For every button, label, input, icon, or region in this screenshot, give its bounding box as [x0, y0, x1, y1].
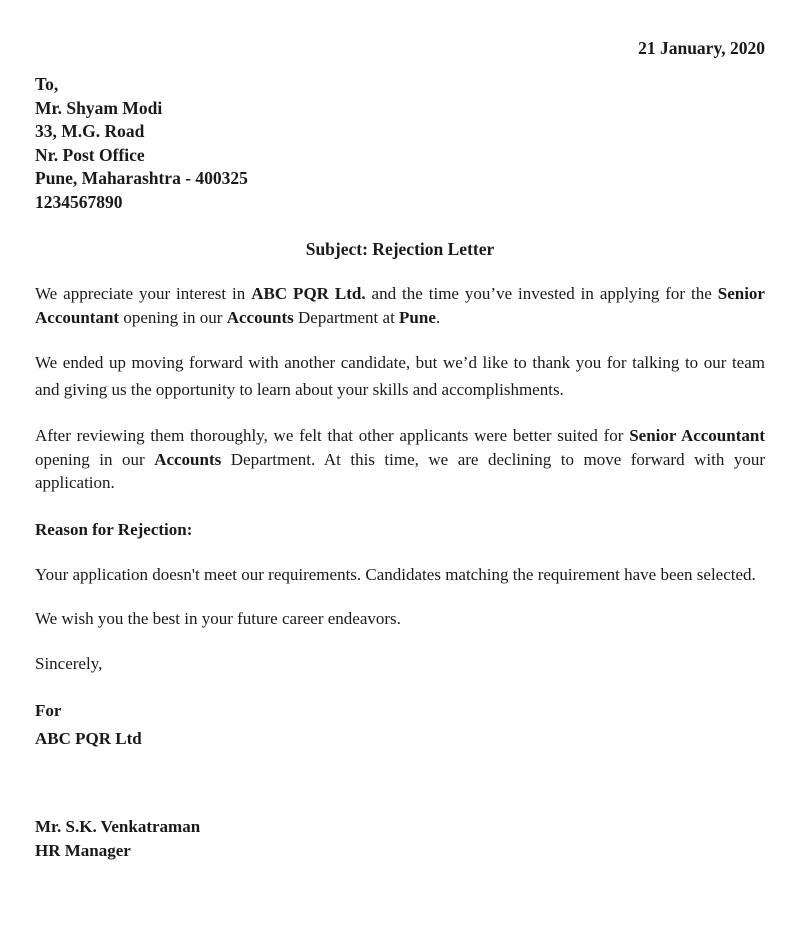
department-name-bold: Accounts — [154, 449, 222, 469]
address-line-name: Mr. Shyam Modi — [35, 97, 163, 118]
text-run: opening in our — [119, 307, 227, 327]
position-name-bold: Senior Accountant — [629, 426, 765, 445]
letter-date: 21 January, 2020 — [638, 38, 765, 58]
reason-heading: Reason for Rejection: — [35, 519, 193, 539]
paragraph-decision — [35, 424, 765, 495]
recipient-address-block — [35, 73, 765, 214]
location-name-bold: Pune — [399, 307, 436, 327]
paragraph-appreciation — [35, 282, 765, 329]
text-run: Your application doesn't meet our requirements. Candidates matching the requirement have been selected. — [35, 564, 756, 584]
signature-for-label: For — [35, 701, 62, 720]
paragraph-wishes — [35, 607, 765, 631]
closing-sincerely: Sincerely, — [35, 653, 103, 673]
text-run: After reviewing them thoroughly, we felt that other applicants were better suited for — [35, 426, 630, 445]
address-line-salutation: To, — [35, 74, 59, 94]
signatory-name: Mr. S.K. Venkatraman — [35, 817, 201, 836]
address-line-phone: 1234567890 — [35, 191, 123, 212]
text-run: Department. At this time, we are declining to move forward with your application. — [35, 449, 765, 492]
address-line-street: 33, M.G. Road — [35, 121, 145, 141]
signatory-block — [35, 815, 765, 863]
paragraph-reason — [35, 563, 765, 587]
paragraph-thanks — [35, 350, 765, 403]
text-run: We wish you the best in your future career endeavors. — [35, 609, 401, 628]
signature-company-name: ABC PQR Ltd — [35, 729, 142, 748]
text-run: Department at — [293, 307, 400, 327]
text-run: We appreciate your interest in — [35, 284, 252, 303]
department-name-bold: Accounts — [226, 307, 294, 327]
text-run: We ended up moving forward with another candidate, but we’d like to thank you for talking to our team and giving us the opportunity to learn about your skills and accomplishments. — [35, 353, 765, 399]
position-name-bold: Senior Accountant — [35, 284, 765, 327]
company-signature-block — [35, 697, 765, 753]
address-line-city: Pune, Maharashtra - 400325 — [35, 168, 248, 188]
address-line-landmark: Nr. Post Office — [35, 144, 145, 165]
subject-line: Subject: Rejection Letter — [305, 239, 495, 259]
text-run: opening in our — [35, 449, 155, 469]
text-run: and the time you’ve invested in applying for the — [365, 284, 718, 303]
signatory-title: HR Manager — [35, 841, 131, 860]
text-run: . — [435, 307, 441, 327]
company-name-bold: ABC PQR Ltd. — [251, 284, 366, 303]
